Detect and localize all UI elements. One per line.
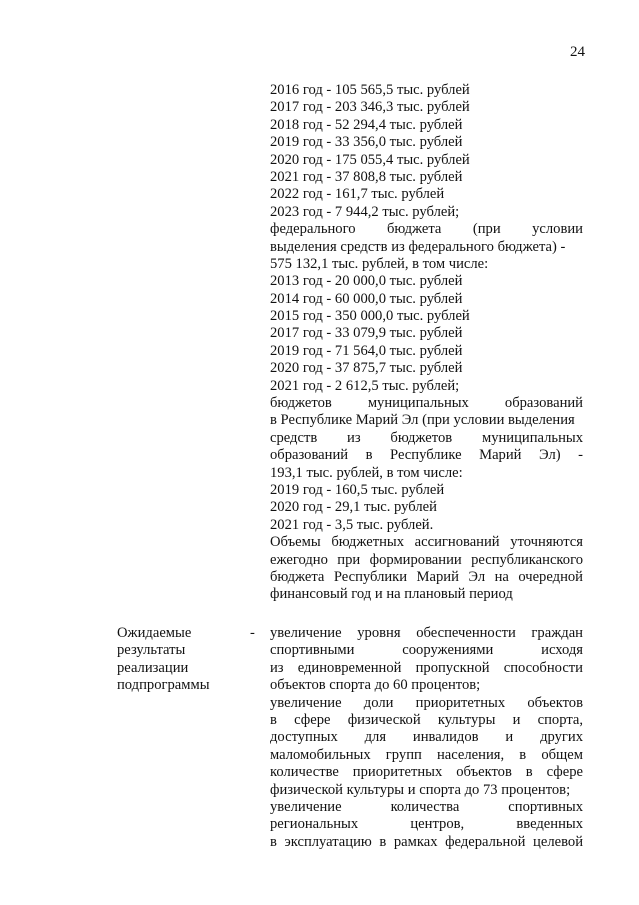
text-line: бюджета Республики Марий Эл на очередной [270,568,583,585]
text-line: из единовременной пропускной способности [270,659,583,676]
text-line: Объемы бюджетных ассигнований уточняются [270,534,583,551]
text-line: 2020 год - 37 875,7 тыс. рублей [270,360,463,377]
text-line: региональных центров, введенных [270,816,583,833]
text-line: 2018 год - 52 294,4 тыс. рублей [270,116,463,133]
section-label-line: реализации [117,659,189,676]
text-line: физической культуры и спорта до 73 процентов; [270,781,571,798]
page-number: 24 [570,44,585,60]
text-line: 2019 год - 33 356,0 тыс. рублей [270,134,463,151]
text-line: в сфере физической культуры и спорта, [270,711,583,728]
text-line: объектов спорта до 60 процентов; [270,677,481,694]
text-line: 2020 год - 175 055,4 тыс. рублей [270,151,470,168]
text-line: 2021 год - 2 612,5 тыс. рублей; [270,377,460,394]
text-line: 193,1 тыс. рублей, в том числе: [270,464,463,481]
expected-results-block [270,625,583,851]
text-line: 2022 год - 161,7 тыс. рублей [270,186,445,203]
text-line: 2015 год - 350 000,0 тыс. рублей [270,308,470,325]
funding-text-block [270,82,583,604]
text-line: 2021 год - 3,5 тыс. рублей. [270,516,434,533]
text-line: увеличение доли приоритетных объектов [270,694,583,711]
text-line: 2017 год - 203 346,3 тыс. рублей [270,99,470,116]
text-line: маломобильных групп населения, в общем [270,746,583,763]
section-label-line: подпрограммы [117,677,210,694]
text-line: федерального бюджета (при условии [270,221,583,238]
text-line: 2023 год - 7 944,2 тыс. рублей; [270,203,460,220]
text-line: спортивными сооружениями исходя [270,642,583,659]
text-line: 2019 год - 160,5 тыс. рублей [270,481,445,498]
text-line: в Республике Марий Эл (при условии выделения [270,412,575,429]
section-label-line: Ожидаемые [117,625,192,641]
text-line: доступных для инвалидов и других [270,729,583,746]
text-line: образований в Республике Марий Эл) - [270,447,583,464]
text-line: бюджетов муниципальных образований [270,395,583,412]
text-line: финансовый год и на плановый период [270,586,513,603]
text-line: увеличение количества спортивных [270,798,583,815]
text-line: увеличение уровня обеспеченности граждан [270,625,583,641]
section-dash: - [250,625,255,641]
text-line: 2016 год - 105 565,5 тыс. рублей [270,82,470,98]
text-line: 575 132,1 тыс. рублей, в том числе: [270,255,489,272]
section-label [117,625,247,695]
text-line: выделения средств из федерального бюджета) - [270,238,566,255]
text-line: количестве приоритетных объектов в сфере [270,764,583,781]
text-line: ежегодно при формировании республиканского [270,551,583,568]
text-line: 2021 год - 37 808,8 тыс. рублей [270,168,463,185]
text-line: 2020 год - 29,1 тыс. рублей [270,499,437,516]
text-line: 2019 год - 71 564,0 тыс. рублей [270,342,463,359]
text-line: 2017 год - 33 079,9 тыс. рублей [270,325,463,342]
text-line: 2013 год - 20 000,0 тыс. рублей [270,273,463,290]
text-line: 2014 год - 60 000,0 тыс. рублей [270,290,463,307]
section-label-line: результаты [117,642,186,659]
text-line: средств из бюджетов муниципальных [270,429,583,446]
text-line: в эксплуатацию в рамках федеральной целевой [270,833,583,850]
